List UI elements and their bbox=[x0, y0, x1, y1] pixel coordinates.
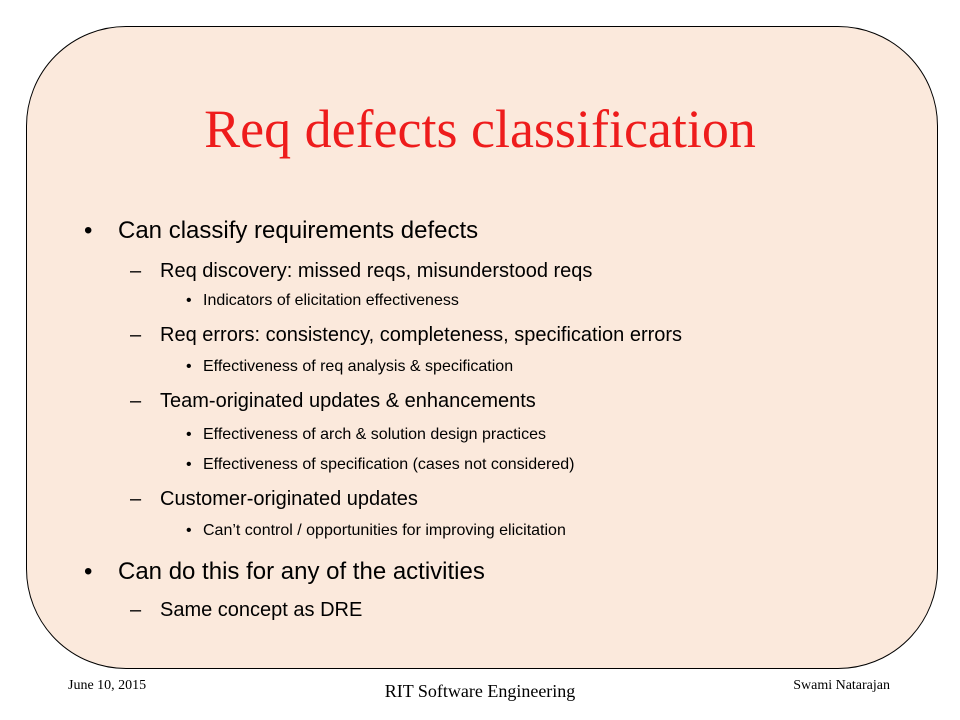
sub-sub-bullet-item: Can’t control / opportunities for improving elicitation bbox=[203, 522, 566, 539]
footer-organization: RIT Software Engineering bbox=[384, 681, 576, 701]
bullet-marker: • bbox=[84, 558, 93, 585]
bullet-marker: • bbox=[186, 292, 192, 309]
bullet-marker: • bbox=[186, 522, 192, 539]
bullet-marker: • bbox=[186, 456, 192, 473]
sub-sub-bullet-item: Effectiveness of arch & solution design practices bbox=[203, 426, 546, 443]
bullet-marker: • bbox=[186, 426, 192, 443]
sub-bullet-item: Req discovery: missed reqs, misunderstood reqs bbox=[160, 260, 593, 282]
dash-marker: – bbox=[130, 599, 142, 621]
sub-bullet-item: Customer-originated updates bbox=[160, 488, 418, 510]
sub-bullet-item: Team-originated updates & enhancements bbox=[160, 390, 536, 412]
footer-author: Swami Natarajan bbox=[793, 678, 890, 693]
bullet-marker: • bbox=[84, 217, 93, 244]
bullet-item: Can classify requirements defects bbox=[118, 217, 479, 244]
dash-marker: – bbox=[130, 488, 142, 510]
sub-bullet-item: Same concept as DRE bbox=[160, 599, 363, 621]
bullet-marker: • bbox=[186, 358, 192, 375]
dash-marker: – bbox=[130, 390, 142, 412]
slide-title: Req defects classification bbox=[204, 99, 756, 159]
dash-marker: – bbox=[130, 260, 142, 282]
sub-sub-bullet-item: Effectiveness of req analysis & specification bbox=[203, 358, 514, 375]
footer-date: June 10, 2015 bbox=[68, 678, 147, 693]
dash-marker: – bbox=[130, 324, 142, 346]
sub-bullet-item: Req errors: consistency, completeness, specification errors bbox=[160, 324, 683, 346]
sub-sub-bullet-item: Indicators of elicitation effectiveness bbox=[203, 292, 459, 309]
sub-sub-bullet-item: Effectiveness of specification (cases not considered) bbox=[203, 456, 575, 473]
bullet-item: Can do this for any of the activities bbox=[118, 558, 485, 585]
